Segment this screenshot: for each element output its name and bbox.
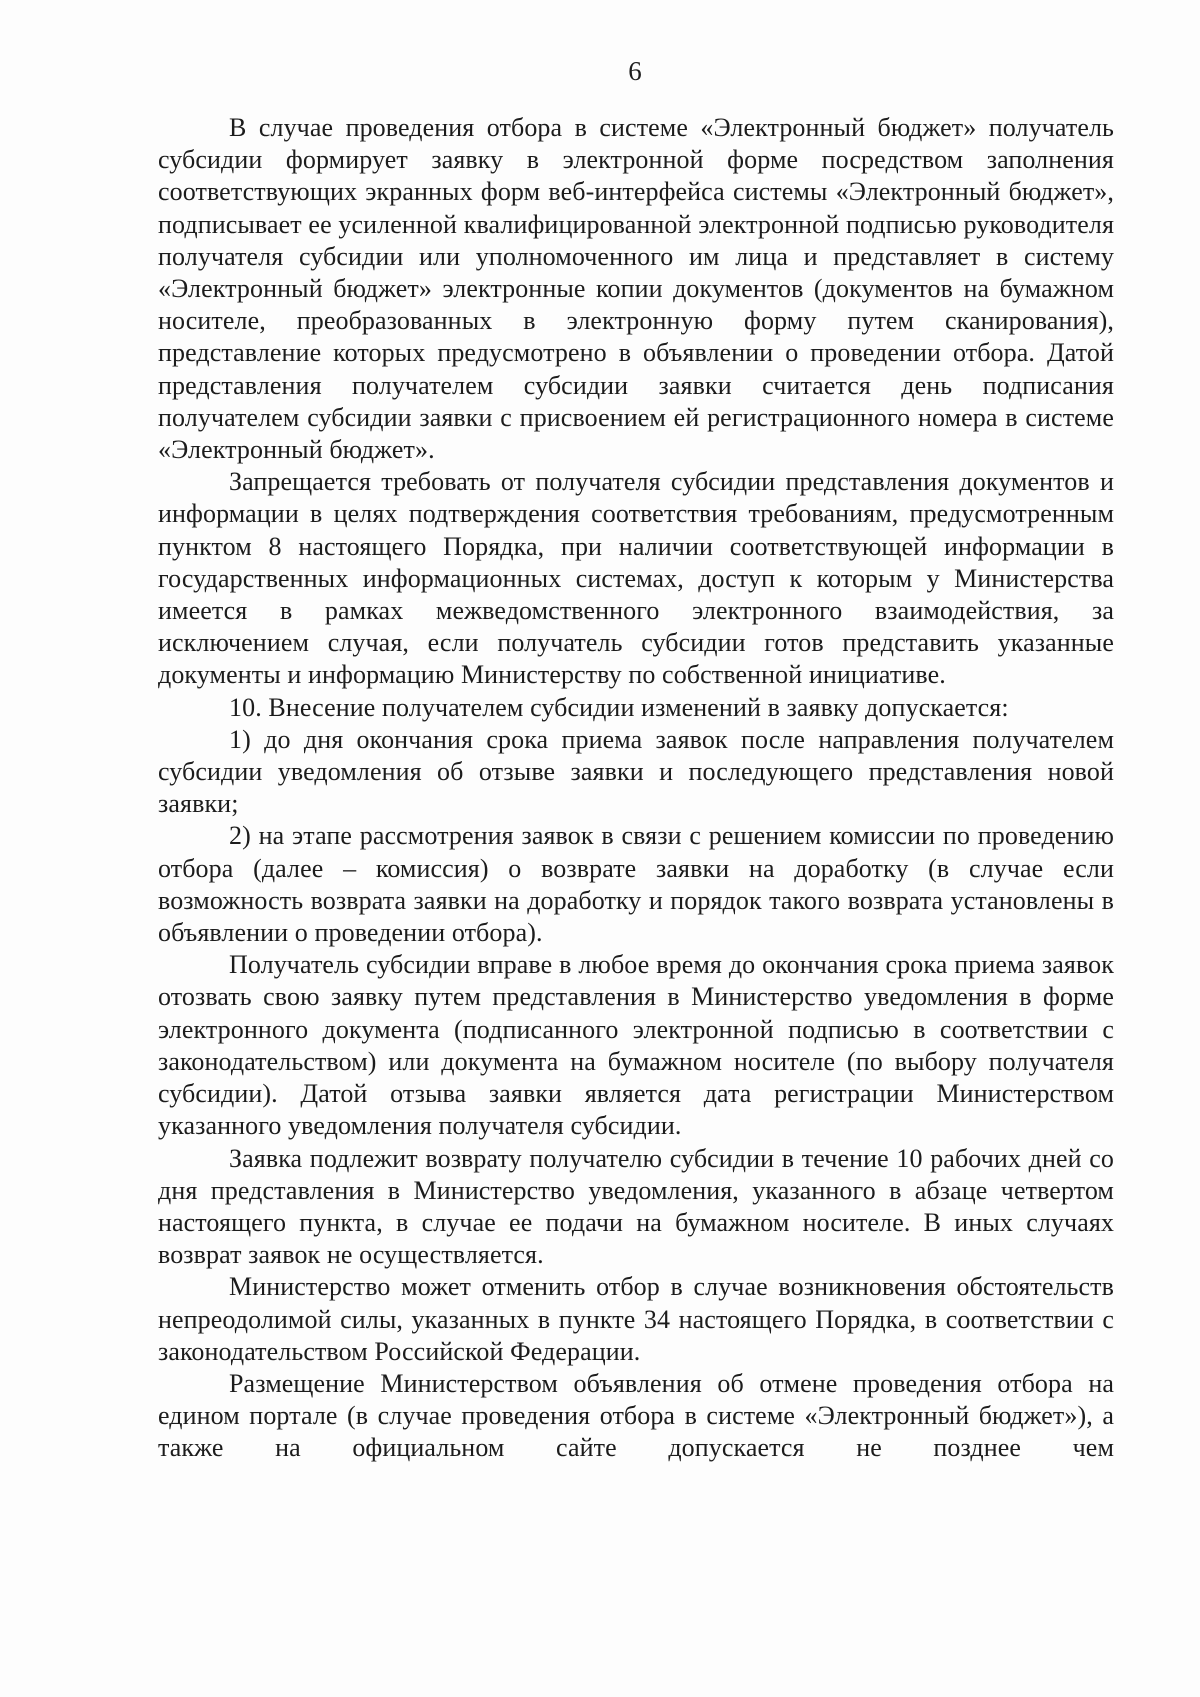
document-body — [158, 112, 1114, 1465]
page-number: 6 — [628, 56, 642, 86]
paragraph-subitem-2: 2) на этапе рассмотрения заявок в связи с решением комиссии по проведению отбора (далее – комиссия) о возврате заявки на доработку (в случае если возможность возврата заявки на доработку и порядок такого возврата установлены в объявлении о проведении отбора). — [158, 821, 1114, 948]
paragraph-subitem-1: 1) до дня окончания срока приема заявок после направления получателем субсидии уведомления об отзыве заявки и последующего представления новой заявки; — [158, 724, 1114, 819]
paragraph-cancellation-of-selection: Министерство может отменить отбор в случае возникновения обстоятельств непреодолимой силы, указанных в пункте 34 настоящего Порядка, в соответствии с законодательством Российской Федерации. — [158, 1272, 1114, 1366]
paragraph-electronic-budget-application: В случае проведения отбора в системе «Электронный бюджет» получатель субсидии формирует заявку в электронной форме посредством заполнения соответствующих экранных форм веб-интерфейса системы «Электронный бюджет», подписывает ее усиленной квалифицированной электронной подписью руководителя получателя субсидии или уполномоченного им лица и представляет в систему «Электронный бюджет» электронные копии документов (документов на бумажном носителе, преобразованных в электронную форму путем сканирования), представление которых предусмотрено в объявлении о проведении отбора. Датой представления получателем субсидии заявки считается день подписания получателем субсидии заявки с присвоением ей регистрационного номера в системе «Электронный бюджет». — [158, 113, 1114, 465]
paragraph-return-of-application: Заявка подлежит возврату получателю субсидии в течение 10 рабочих дней со дня представления в Министерство уведомления, указанного в абзаце четвертом настоящего пункта, в случае ее подачи на бумажном носителе. В иных случаях возврат заявок не осуществляется. — [158, 1143, 1114, 1270]
paragraph-cancellation-announcement: Размещение Министерством объявления об отмене проведения отбора на едином портале (в случае проведения отбора в системе «Электронный бюджет»), а также на официальном сайте допускается не позднее чем — [158, 1368, 1114, 1463]
paragraph-withdrawal-of-application: Получатель субсидии вправе в любое время до окончания срока приема заявок отозвать свою заявку путем представления в Министерство уведомления в форме электронного документа (подписанного электронной подписью в соответствии с законодательством) или документа на бумажном носителе (по выбору получателя субсидии). Датой отзыва заявки является дата регистрации Министерством указанного уведомления получателя субсидии. — [158, 950, 1114, 1141]
paragraph-prohibition-of-documents: Запрещается требовать от получателя субсидии представления документов и информации в целях подтверждения соответствия требованиям, предусмотренным пунктом 8 настоящего Порядка, при наличии соответствующей информации в государственных информационных системах, доступ к которым у Министерства имеется в рамках межведомственного электронного взаимодействия, за исключением случая, если получатель субсидии готов представить указанные документы и информацию Министерству по собственной инициативе. — [158, 467, 1114, 690]
paragraph-item-10-changes: 10. Внесение получателем субсидии изменений в заявку допускается: — [229, 692, 1009, 722]
